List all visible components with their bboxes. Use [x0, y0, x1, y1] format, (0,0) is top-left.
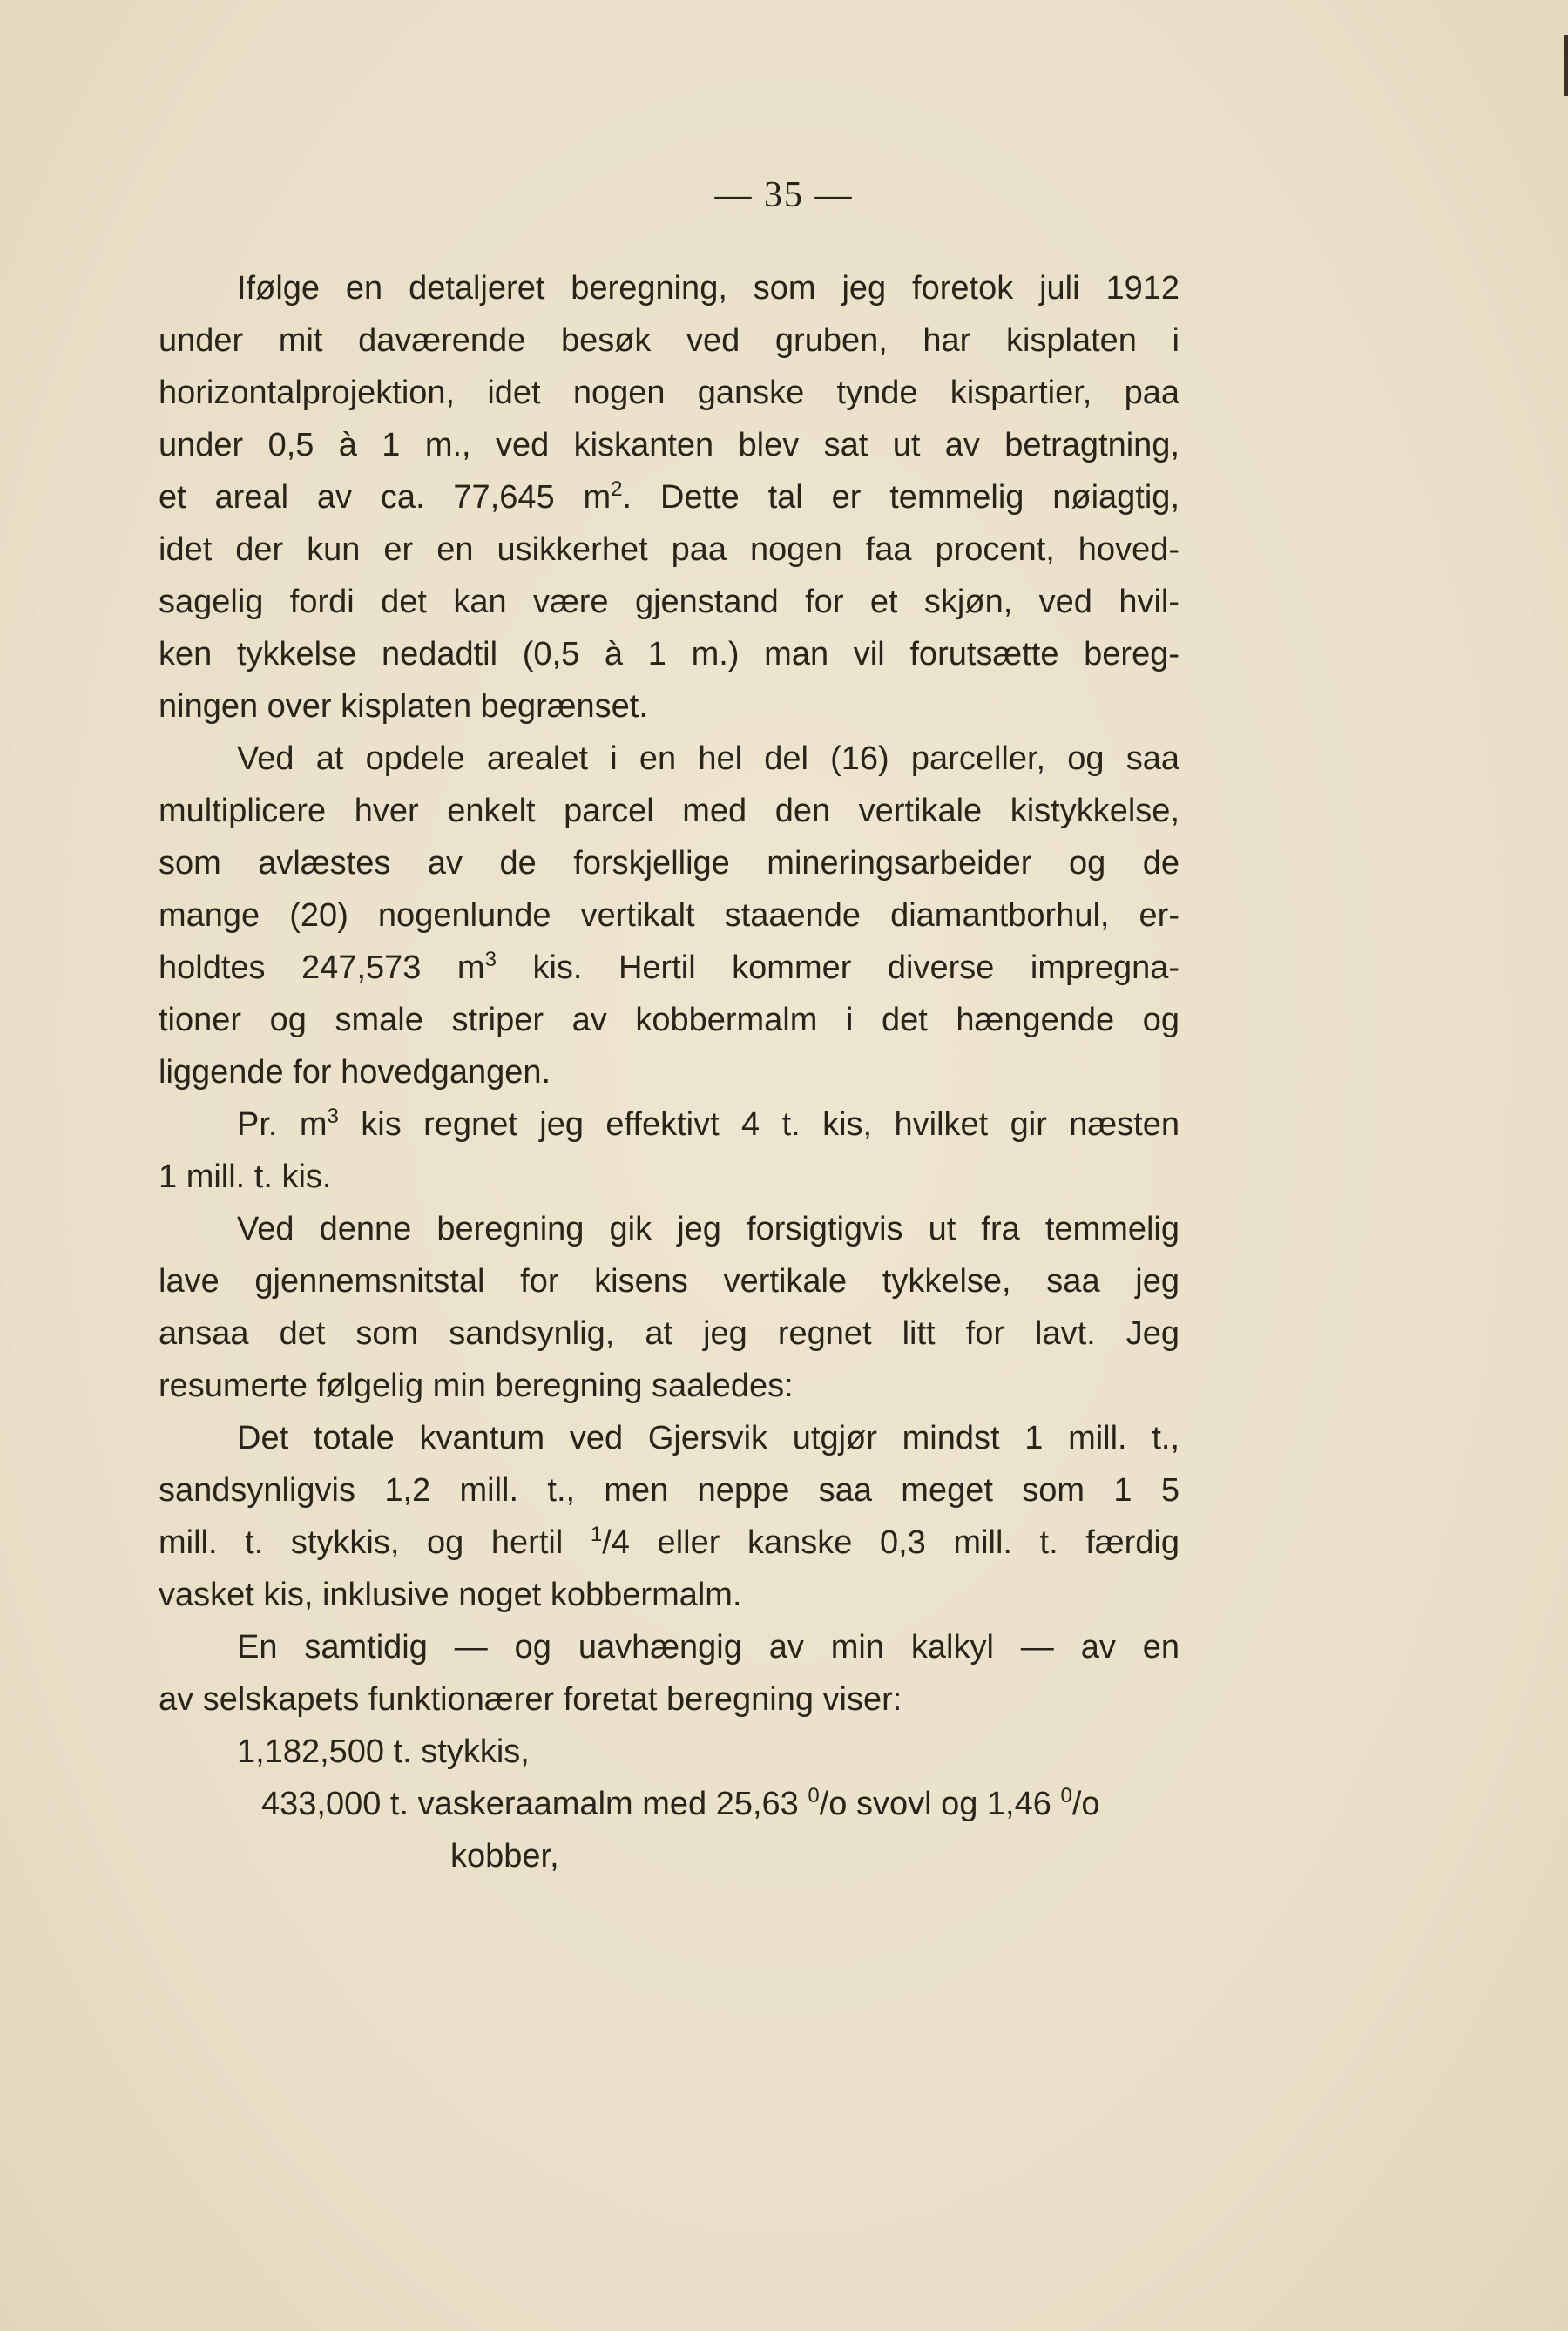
page-number: — 35 — — [714, 175, 854, 215]
text-line: 1,182,500 t. stykkis, — [237, 1733, 530, 1770]
text-line: Ved at opdele arealet i en hel del (16) parceller, og saa — [237, 740, 1179, 777]
text-line: 1 mill. t. kis. — [159, 1159, 332, 1195]
superscript: 1 — [590, 1523, 603, 1546]
text-line: multiplicere hver enkelt parcel med den vertikale kistykkelse, — [159, 793, 1179, 829]
text-line: ningen over kisplaten begrænset. — [159, 688, 648, 725]
text-line: holdtes 247,573 $m^3$ kis. Hertil kommer diverse impregna- — [159, 948, 1179, 986]
binding-edge — [1564, 35, 1568, 96]
text-line: idet der kun er en usikkerhet paa nogen faa procent, hoved- — [159, 531, 1179, 568]
text-line: av selskapets funktionærer foretat beregning viser: — [159, 1681, 902, 1718]
text-line: tioner og smale striper av kobbermalm i det hængende og — [159, 1002, 1179, 1038]
text-line: kobber, — [450, 1838, 559, 1875]
superscript: 3 — [484, 948, 497, 971]
text-line: Pr. $m^3$ kis regnet jeg effektivt 4 t. kis, hvilket gir næsten — [237, 1105, 1179, 1143]
body-text — [159, 262, 1179, 1882]
text-line: ansaa det som sandsynlig, at jeg regnet litt for lavt. Jeg — [159, 1315, 1179, 1352]
superscript: 0 — [1060, 1784, 1072, 1807]
text-line: lave gjennemsnitstal for kisens vertikale tykkelse, saa jeg — [159, 1263, 1179, 1300]
text-line: mange (20) nogenlunde vertikalt staaende diamantborhul, er- — [159, 897, 1179, 934]
text-line: En samtidig — og uavhængig av min kalkyl — av en — [237, 1629, 1179, 1665]
text-line: sandsynligvis 1,2 mill. t., men neppe saa meget som 1 5 — [159, 1472, 1179, 1509]
text-line: sagelig fordi det kan være gjenstand for et skjøn, ved hvil- — [159, 584, 1179, 620]
superscript: 3 — [327, 1105, 339, 1128]
text-line: ken tykkelse nedadtil (0,5 à 1 m.) man vil forutsætte bereg- — [159, 636, 1179, 672]
text-line: Det totale kvantum ved Gjersvik utgjør mindst 1 mill. t., — [237, 1420, 1179, 1456]
superscript: 2 — [611, 477, 623, 501]
text-line: resumerte følgelig min beregning saaledes: — [159, 1368, 794, 1404]
text-line: vasket kis, inklusive noget kobbermalm. — [159, 1577, 742, 1613]
text-line: liggende for hovedgangen. — [159, 1054, 551, 1091]
superscript: 0 — [808, 1784, 820, 1807]
text-line: som avlæstes av de forskjellige mineringsarbeider og de — [159, 845, 1179, 882]
text-line: horizontalprojektion, idet nogen ganske tynde kispartier, paa — [159, 375, 1179, 411]
text-line: mill. t. stykkis, og hertil $^1$/4 eller kanske 0,3 mill. t. færdig — [159, 1523, 1179, 1561]
text-line: Ved denne beregning gik jeg forsigtigvis ut fra temmelig — [237, 1211, 1179, 1247]
text-line: et areal av ca. 77,645 $m^2$. Dette tal er temmelig nøiagtig, — [159, 477, 1179, 516]
text-line: under 0,5 à 1 m., ved kiskanten blev sat ut av betragtning, — [159, 427, 1179, 463]
text-line: under mit daværende besøk ved gruben, har kisplaten i — [159, 322, 1179, 359]
text-line: 433,000 t. vaskeraamalm med 25,63 $^0$/o svovl og 1,46 $^0$/o — [261, 1784, 1100, 1822]
text-line: Ifølge en detaljeret beregning, som jeg foretok juli 1912 — [237, 270, 1179, 307]
